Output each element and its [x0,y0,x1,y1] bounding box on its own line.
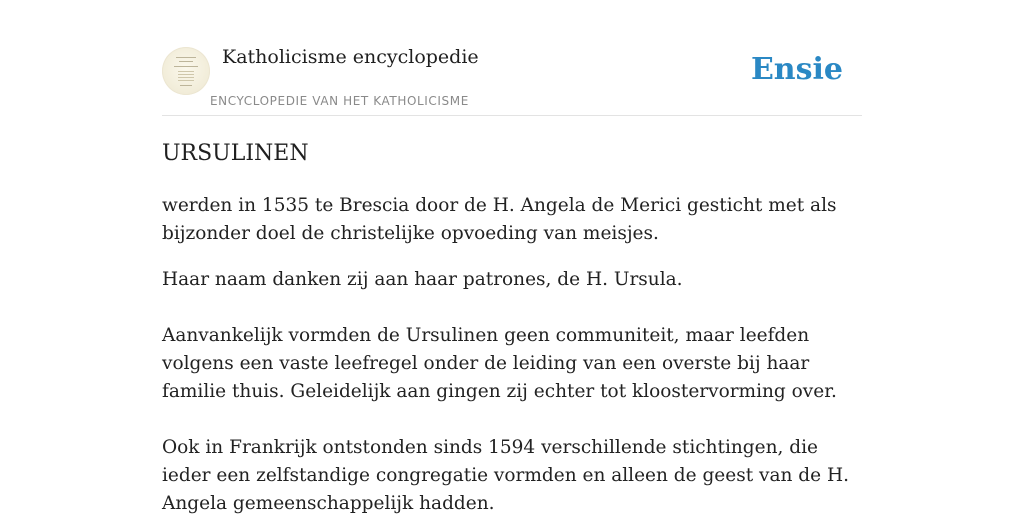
brand-logo[interactable]: Ensie [750,52,843,87]
paragraph: Haar naam danken zij aan haar patrones, de H. Ursula. [162,269,683,290]
page [162,0,862,512]
paragraph: Aanvankelijk vormden de Ursulinen geen communiteit, maar leefden volgens een vaste leefregel onder de leiding van een overste bij haar familie thuis. Geleidelijk aan gingen zij echter tot kloostervorming over. [162,325,837,402]
entry-body [162,192,862,518]
entry-title: URSULINEN [162,141,309,166]
site-header [162,0,862,116]
site-subtitle: ENCYCLOPEDIE VAN HET KATHOLICISME [210,94,469,108]
paragraph: Ook in Frankrijk ontstonden sinds 1594 verschillende stichtingen, die ieder een zelfstandige congregatie vormden en alleen de geest van de H. Angela gemeenschappelijk hadden. [162,437,849,514]
paragraph: werden in 1535 te Brescia door de H. Angela de Merici gesticht met als bijzonder doel de christelijke opvoeding van meisjes. [162,195,837,244]
site-title[interactable]: Katholicisme encyclopedie [222,46,479,68]
encyclopedia-cover-icon[interactable] [162,47,210,95]
